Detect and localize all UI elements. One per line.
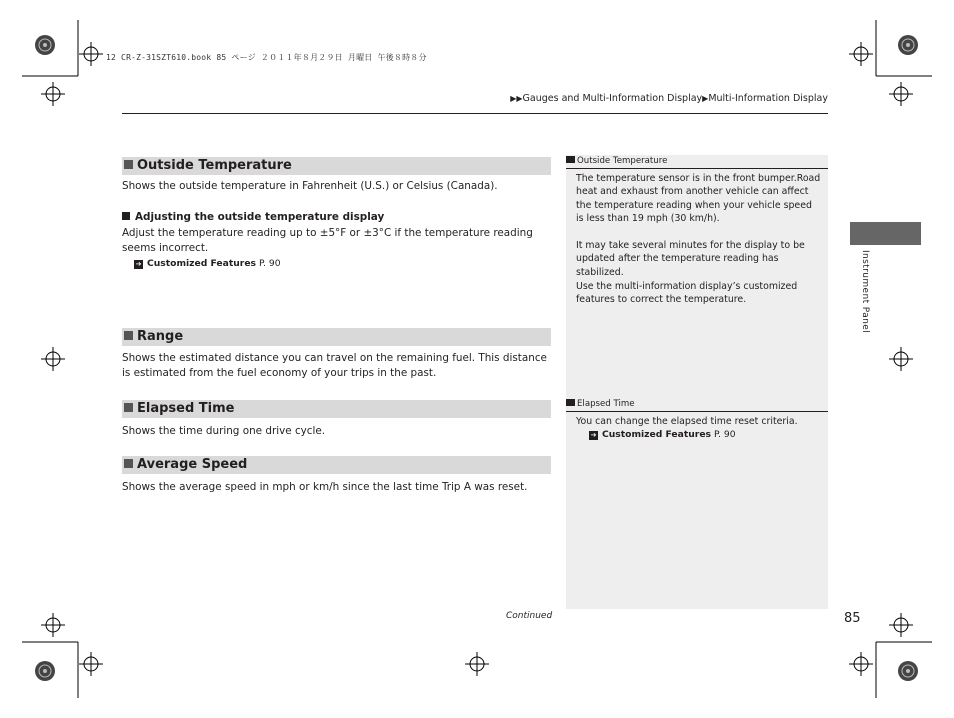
section-body-average-speed: Shows the average speed in mph or km/h since the last time Trip A was reset.: [122, 481, 528, 493]
chapter-tab-label: Instrument Panel: [860, 250, 870, 334]
note-title-text: Elapsed Time: [577, 399, 635, 409]
page-number: 85: [844, 611, 861, 626]
crosshair-mark-icon: [889, 82, 913, 106]
crosshair-mark-icon: [41, 347, 65, 371]
crosshair-mark-icon: [79, 42, 103, 66]
crosshair-mark-icon: [41, 82, 65, 106]
breadcrumb-part-2[interactable]: Multi-Information Display: [708, 93, 828, 104]
xref-label: Customized Features: [602, 429, 712, 440]
note-paragraph: Use the multi-information display’s customized features to correct the temperature.: [576, 281, 798, 306]
crosshair-mark-icon: [849, 42, 873, 66]
section-body-elapsed-time: Shows the time during one drive cycle.: [122, 425, 326, 437]
note-paragraph: The temperature sensor is in the front bumper.Road heat and exhaust from another vehicle can affect the temperature reading when your vehicle speed is less than 19 mph (30 km/h).: [576, 173, 821, 225]
crosshair-mark-icon: [79, 652, 103, 676]
section-title: Average Speed: [137, 457, 248, 472]
xref-page: P. 90: [713, 429, 736, 440]
note-paragraph: You can change the elapsed time reset criteria.: [576, 416, 798, 427]
reference-arrow-icon: ➔: [590, 431, 597, 439]
section-title: Outside Temperature: [137, 158, 292, 173]
registration-target-icon: [34, 660, 56, 682]
registration-target-icon: [897, 660, 919, 682]
note-title-text: Outside Temperature: [577, 156, 668, 166]
print-meta-line: 12 CR-Z-31SZT610.book 85 ページ ２０１１年８月２９日 月曜日 午後８時８分: [106, 53, 427, 62]
xref-page: P. 90: [258, 258, 281, 269]
section-body-range: Shows the estimated distance you can travel on the remaining fuel. This distance is estimated from the fuel economy of your trips in the past.: [122, 352, 547, 379]
xref-label: Customized Features: [147, 258, 257, 269]
section-title: Range: [137, 329, 184, 344]
crosshair-mark-icon: [889, 613, 913, 637]
continued-label: Continued: [506, 611, 553, 621]
subheading-body: Adjust the temperature reading up to ±5°F or ±3°C if the temperature reading seems incorrect.: [122, 227, 533, 254]
section-title: Elapsed Time: [137, 401, 235, 416]
section-body-outside-temperature: Shows the outside temperature in Fahrenheit (U.S.) or Celsius (Canada).: [122, 180, 498, 192]
crosshair-mark-icon: [41, 613, 65, 637]
breadcrumb-separator-icon: ▶: [702, 94, 709, 103]
subheading-text: Adjusting the outside temperature display: [135, 211, 385, 223]
reference-arrow-icon: ➔: [135, 260, 142, 268]
breadcrumb-part-1[interactable]: Gauges and Multi-Information Display: [522, 93, 703, 104]
crosshair-mark-icon: [465, 652, 489, 676]
note-paragraph: It may take several minutes for the display to be updated after the temperature reading has stabilized.: [576, 240, 805, 278]
crosshair-mark-icon: [849, 652, 873, 676]
breadcrumb-arrow-icon: ▶▶: [510, 94, 523, 103]
registration-target-icon: [897, 34, 919, 56]
crosshair-mark-icon: [889, 347, 913, 371]
registration-target-icon: [34, 34, 56, 56]
